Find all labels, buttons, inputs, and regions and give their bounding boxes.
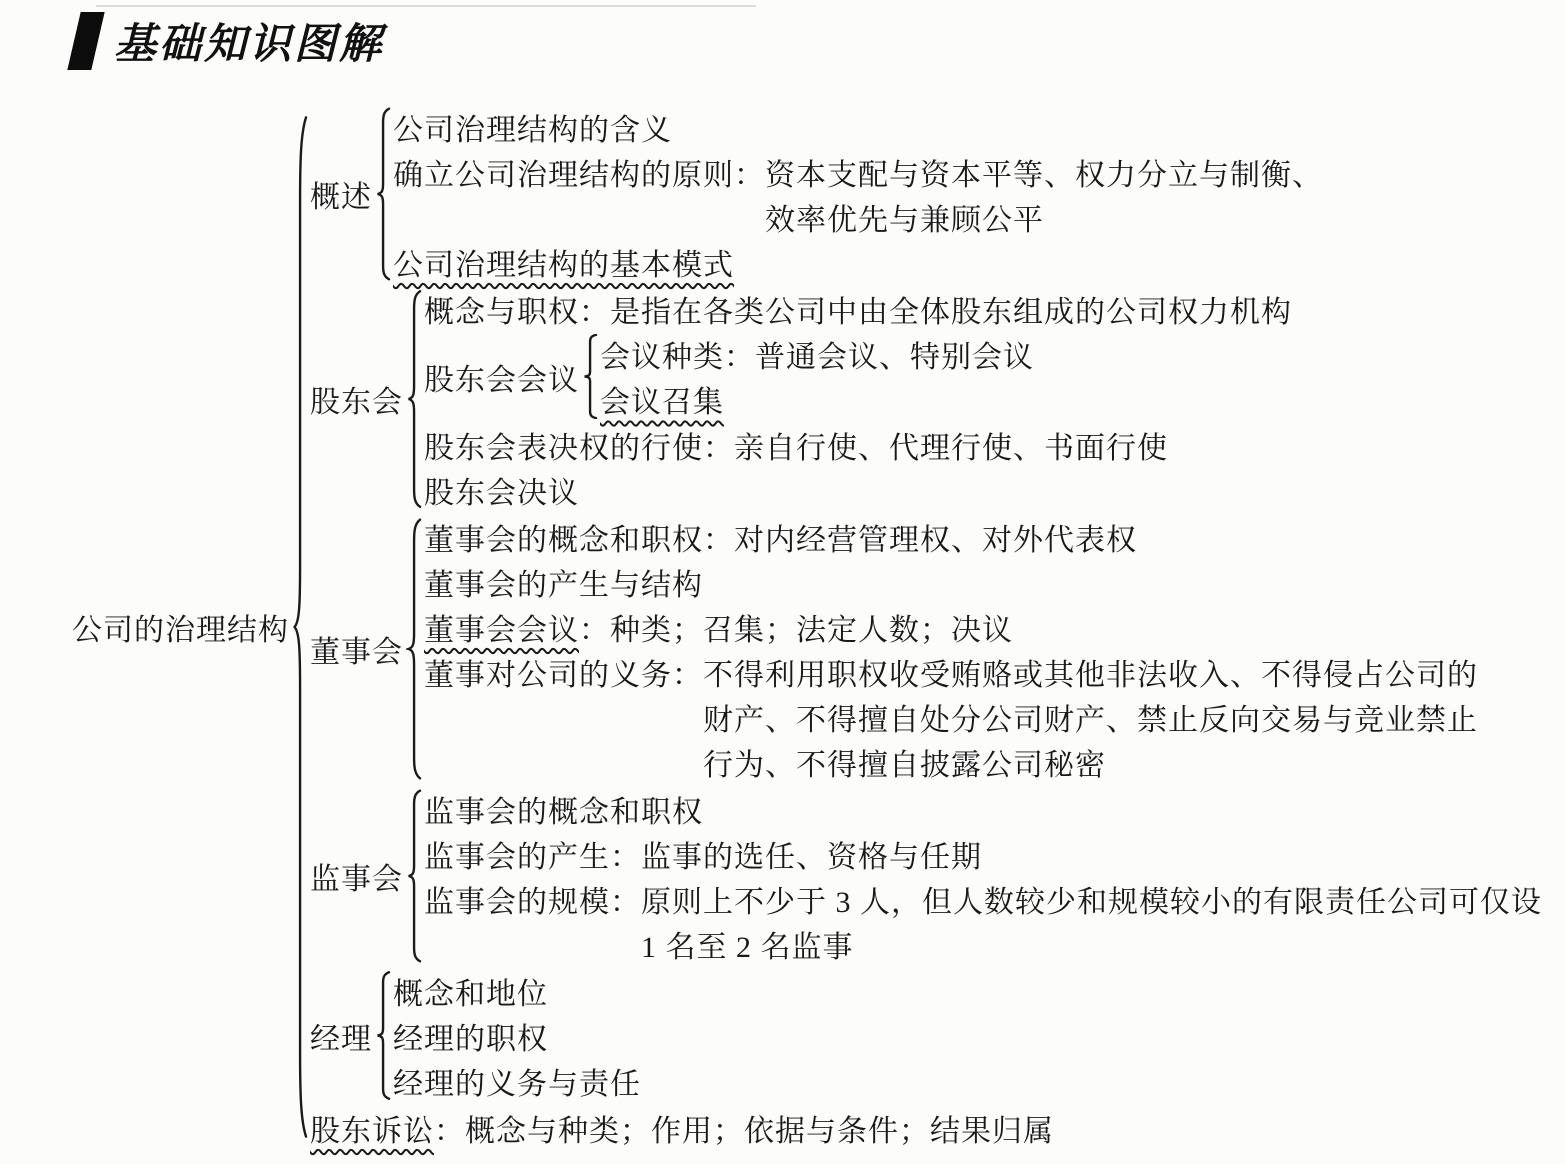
item-line: 效率优先与兼顾公平 xyxy=(765,203,1044,237)
item-text: 概念和地位 xyxy=(393,977,548,1011)
item-continuation xyxy=(703,649,1478,784)
item-text: 董事会的概念和职权：对内经营管理权、对外代表权 xyxy=(424,523,1137,557)
sub-label: 股东会会议 xyxy=(424,363,579,397)
item-lead: 董事对公司的义务： xyxy=(424,658,703,692)
item-text: 概念与职权：是指在各类公司中由全体股东组成的公司权力机构 xyxy=(424,295,1292,329)
curly-brace-icon xyxy=(582,334,599,419)
curly-brace-icon xyxy=(406,789,423,963)
item-text: 董事会的产生与结构 xyxy=(424,568,703,602)
curly-brace-icon xyxy=(406,289,423,509)
item-lead: 确立公司治理结构的原则： xyxy=(393,158,765,192)
item-text xyxy=(424,604,1478,649)
section-board-of-supervisors xyxy=(310,786,1542,966)
item-text: 会议种类：普通会议、特别会议 xyxy=(600,341,1034,374)
emphasized-text: 董事会会议 xyxy=(424,613,579,647)
section-board-of-directors xyxy=(310,514,1542,784)
section-shareholder-litigation xyxy=(310,1105,1542,1150)
item-rest: ：种类；召集；法定人数；决议 xyxy=(579,613,1013,647)
subnode-shareholders-meeting-sessions xyxy=(424,331,1292,422)
item-line: 财产、不得擅自处分公司财产、禁止反向交易与竞业禁止 xyxy=(703,703,1478,737)
section-items xyxy=(424,286,1292,512)
section-items xyxy=(393,104,1323,284)
page-title: 基础知识图解 xyxy=(114,22,385,68)
item-continuation xyxy=(765,149,1323,239)
item-text: 经理的义务与责任 xyxy=(393,1067,641,1101)
section-label: 监事会 xyxy=(310,863,403,896)
section-label: 概述 xyxy=(310,181,372,214)
item-rest: ：概念与种类；作用；依据与条件；结果归属 xyxy=(434,1114,1054,1148)
page-header xyxy=(74,8,384,74)
title-slant-bar-icon xyxy=(67,12,104,70)
item-line: 不得利用职权收受贿赂或其他非法收入、不得侵占公司的 xyxy=(703,658,1478,692)
item-line: 行为、不得擅自披露公司秘密 xyxy=(703,748,1106,782)
curly-brace-icon xyxy=(292,107,309,1147)
root-children xyxy=(310,104,1542,1150)
item-text: 经理的职权 xyxy=(393,1022,548,1056)
section-manager xyxy=(310,968,1542,1103)
item-text: 公司治理结构的含义 xyxy=(393,113,672,147)
item-text xyxy=(393,239,1323,284)
item-text: 监事会的概念和职权 xyxy=(424,795,703,829)
section-items xyxy=(393,968,641,1103)
section-shareholders-meeting xyxy=(310,286,1542,512)
item-text: 股东会决议 xyxy=(424,476,579,510)
item-text: 股东会表决权的行使：亲自行使、代理行使、书面行使 xyxy=(424,431,1168,465)
emphasized-text: 会议召集 xyxy=(600,386,724,419)
emphasized-text: 公司治理结构的基本模式 xyxy=(393,248,734,282)
emphasized-text: 股东诉讼 xyxy=(310,1114,434,1148)
section-items xyxy=(424,514,1478,784)
curly-brace-icon xyxy=(406,517,423,781)
item-multiline xyxy=(424,876,1542,966)
section-label: 股东会 xyxy=(310,386,403,419)
section-overview xyxy=(310,104,1542,284)
item-line: 1 名至 2 名监事 xyxy=(641,930,854,964)
item-multiline xyxy=(393,149,1323,239)
section-label: 经理 xyxy=(310,1022,372,1056)
scan-artifact-line xyxy=(96,5,756,7)
section-label: 董事会 xyxy=(310,636,403,669)
root-node xyxy=(72,104,1542,1150)
curly-brace-icon xyxy=(375,971,392,1100)
item-lead: 监事会的规模： xyxy=(424,885,641,919)
item-multiline xyxy=(424,649,1478,784)
item-text: 监事会的产生：监事的选任、资格与任期 xyxy=(424,840,982,874)
item-line: 资本支配与资本平等、权力分立与制衡、 xyxy=(765,158,1323,192)
item-line: 原则上不少于 3 人，但人数较少和规模较小的有限责任公司可仅设 xyxy=(641,885,1542,919)
item-text xyxy=(600,377,1034,422)
item-continuation xyxy=(641,876,1542,966)
governance-structure-diagram xyxy=(72,104,1542,1150)
curly-brace-icon xyxy=(375,107,392,281)
sub-items xyxy=(600,332,1034,422)
root-label: 公司的治理结构 xyxy=(72,614,289,647)
section-items xyxy=(424,786,1542,966)
